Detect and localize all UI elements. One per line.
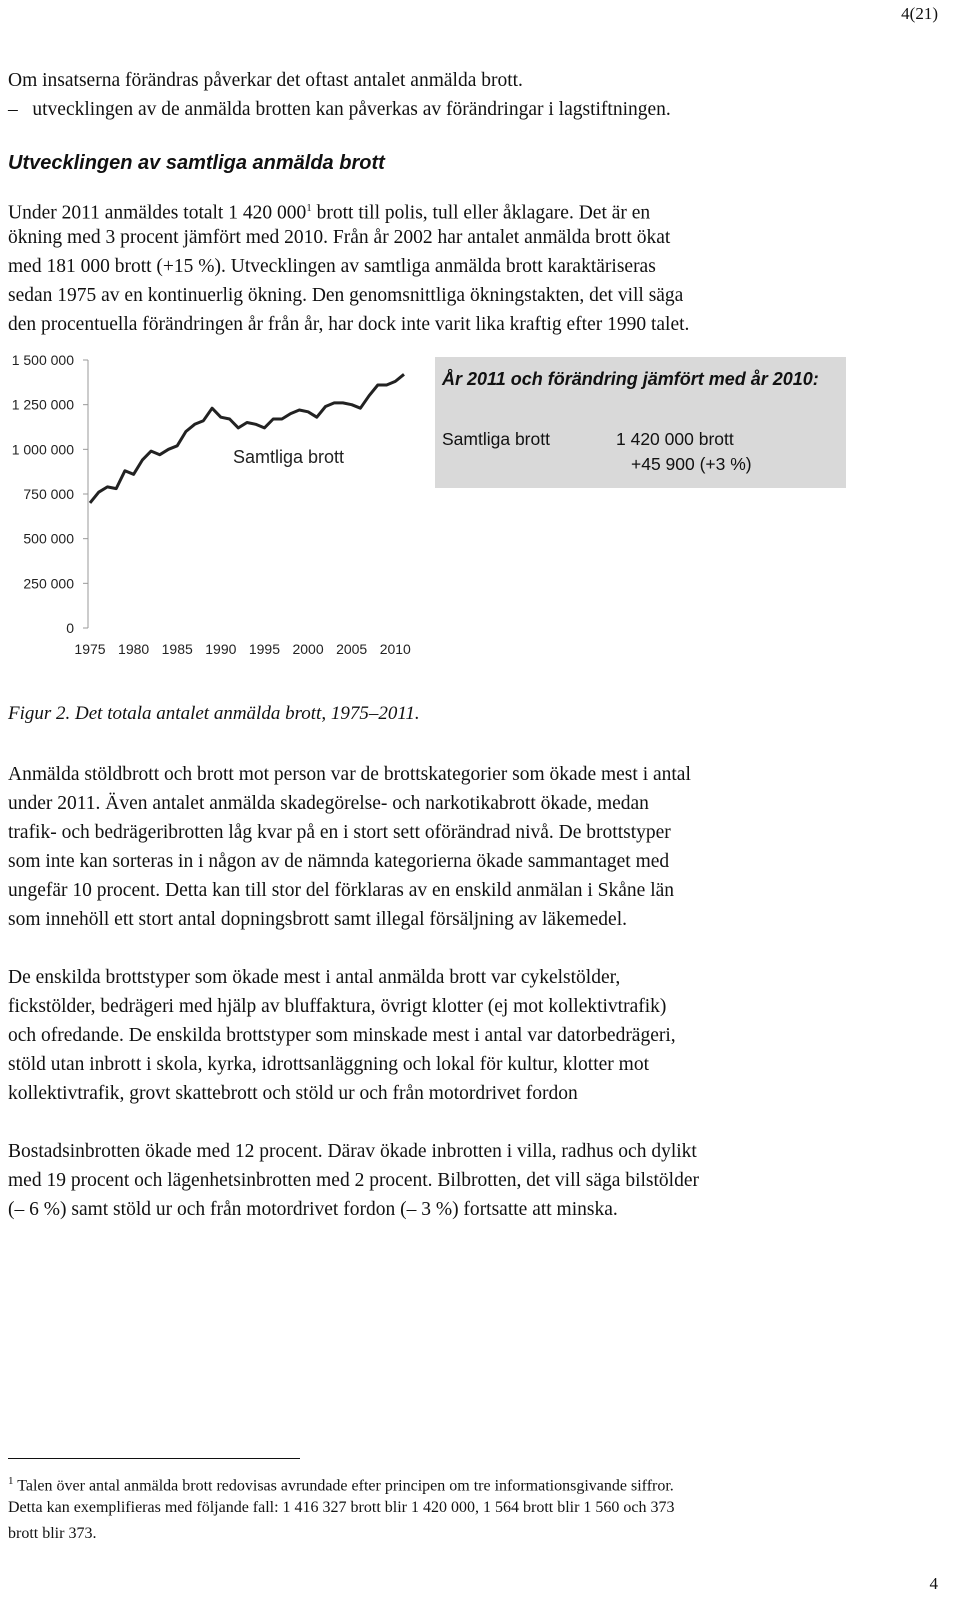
summary-label: Samtliga brott	[442, 429, 550, 449]
x-tick-label: 1980	[118, 641, 150, 657]
y-tick-label: 500 000	[23, 530, 74, 547]
paragraph-2-line-2: under 2011. Även antalet anmälda skadegörelse- och narkotikabrott ökade, medan	[8, 793, 649, 814]
page-reference: 4(21)	[901, 4, 938, 23]
y-tick-label: 1 500 000	[11, 352, 74, 368]
footnote-line-1	[8, 1470, 674, 1497]
paragraph-4-line-3: (– 6 %) samt stöld ur och från motordrivet fordon (– 3 %) fortsatte att minska.	[8, 1199, 618, 1220]
paragraph-3-line-1: De enskilda brottstyper som ökade mest i antal anmälda brott var cykelstölder,	[8, 967, 621, 988]
summary-title: År 2011 och förändring jämfört med år 2010:	[442, 369, 819, 389]
paragraph-2-line-5: ungefär 10 procent. Detta kan till stor del förklaras av en enskild anmälan i Skåne län	[8, 880, 675, 901]
series-label: Samtliga brott	[233, 447, 345, 467]
p1-text-a: Under 2011 anmäldes totalt 1 420 000	[8, 202, 307, 224]
paragraph-2-line-3: trafik- och bedrägeribrotten låg kvar på en i stort sett oförändrad nivå. De brottstyper	[8, 822, 671, 843]
series-samtliga-brott	[90, 374, 404, 503]
x-tick-label: 1985	[161, 641, 193, 657]
intro-line-1: Om insatserna förändras påverkar det oftast antalet anmälda brott.	[8, 70, 523, 91]
x-tick-label: 2005	[336, 641, 368, 657]
y-tick-label: 1 000 000	[11, 441, 74, 458]
footnote-line-2: Detta kan exemplifieras med följande fall: 1 416 327 brott blir 1 420 000, 1 564 brott blir 1 560 och 373	[8, 1499, 675, 1516]
paragraph-2-line-6: som innehöll ett stort antal dopningsbrott samt illegal försäljning av läkemedel.	[8, 909, 628, 930]
crime-trend-chart	[0, 345, 430, 665]
paragraph-4-line-2: med 19 procent och lägenhetsinbrotten med 2 procent. Bilbrotten, det vill säga bilstölder	[8, 1170, 699, 1191]
x-tick-label: 2000	[292, 641, 324, 657]
paragraph-3-line-2: fickstölder, bedrägeri med hjälp av bluffaktura, övrigt klotter (ej mot kollektivtrafik)	[8, 996, 667, 1017]
x-tick-label: 1990	[205, 641, 237, 657]
footnote-text-1: Talen över antal anmälda brott redovisas avrundade efter principen om tre informationsgivande siffror.	[13, 1477, 674, 1495]
paragraph-2-line-1: Anmälda stöldbrott och brott mot person var de brottskategorier som ökade mest i antal	[8, 764, 691, 785]
paragraph-3-line-4: stöld utan inbrott i skola, kyrka, idrottsanläggning och lokal för kultur, klotter mot	[8, 1054, 649, 1075]
figure-caption: Figur 2. Det totala antalet anmälda brott, 1975–2011.	[8, 703, 420, 724]
paragraph-2-line-4: som inte kan sorteras in i någon av de nämnda kategorierna ökade sammantaget med	[8, 851, 670, 872]
summary-box	[435, 357, 846, 488]
y-tick-label: 750 000	[23, 486, 74, 502]
x-tick-label: 1975	[74, 641, 106, 657]
paragraph-1-line-4: sedan 1975 av en kontinuerlig ökning. Den genomsnittliga ökningstakten, det vill säga	[8, 285, 684, 306]
y-tick-label: 1 250 000	[11, 396, 74, 413]
footnote-line-3: brott blir 373.	[8, 1525, 97, 1542]
y-axis	[12, 352, 88, 636]
page-number: 4	[929, 1574, 938, 1593]
y-tick-label: 0	[66, 620, 74, 636]
summary-value: 1 420 000 brott	[616, 429, 734, 449]
y-tick-label: 250 000	[23, 575, 74, 592]
paragraph-1-line-3: med 181 000 brott (+15 %). Utvecklingen av samtliga anmälda brott karaktäriseras	[8, 256, 656, 277]
summary-change: +45 900 (+3 %)	[631, 454, 752, 474]
x-tick-label: 2010	[379, 641, 411, 657]
dash: –	[8, 99, 18, 120]
series-line	[90, 374, 404, 503]
footnote-ref: 1	[306, 202, 312, 214]
x-axis	[74, 641, 411, 657]
paragraph-1-line-2: ökning med 3 procent jämfört med 2010. Från år 2002 har antalet anmälda brott ökat	[8, 227, 671, 248]
paragraph-3-line-3: och ofredande. De enskilda brottstyper som minskade mest i antal var datorbedrägeri,	[8, 1025, 676, 1046]
intro-line-2-text: utvecklingen av de anmälda brotten kan påverkas av förändringar i lagstiftningen.	[32, 99, 671, 120]
paragraph-1-line-5: den procentuella förändringen år från år, har dock inte varit lika kraftig efter 1990 talet.	[8, 314, 690, 335]
footnote-separator	[8, 1458, 300, 1459]
paragraph-3-line-5: kollektivtrafik, grovt skattebrott och stöld ur och från motordrivet fordon	[8, 1083, 578, 1104]
paragraph-4-line-1: Bostadsinbrotten ökade med 12 procent. Därav ökade inbrotten i villa, radhus och dylikt	[8, 1141, 697, 1162]
intro-line-2	[8, 95, 671, 124]
p1-text-b: brott till polis, tull eller åklagare. Det är en	[311, 202, 651, 224]
section-heading: Utvecklingen av samtliga anmälda brott	[8, 152, 385, 174]
x-tick-label: 1995	[248, 641, 281, 657]
footnote-number: 1	[8, 1475, 14, 1487]
